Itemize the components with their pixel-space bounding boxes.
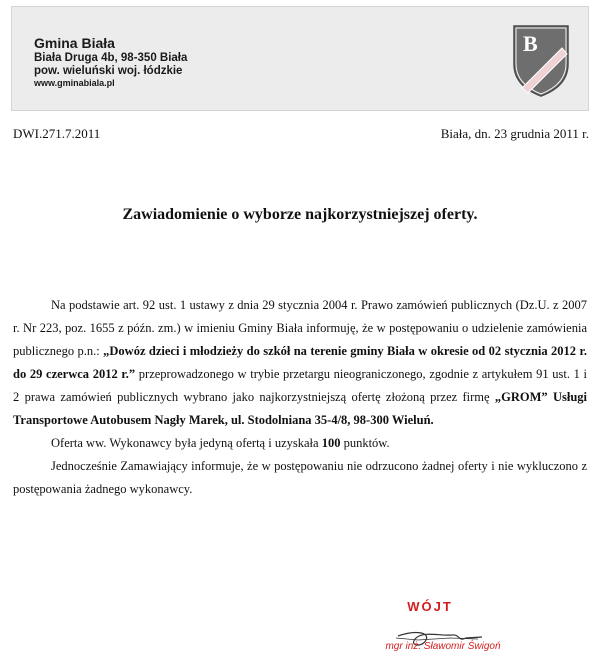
- p2-text-2: punktów.: [340, 436, 390, 450]
- letterhead-address: Biała Druga 4b, 98-350 Biała: [34, 52, 188, 64]
- p2-text-1: Oferta ww. Wykonawcy była jedyną ofertą i uzyskała: [51, 436, 322, 450]
- signature-title: WÓJT: [407, 599, 453, 614]
- p1-text-2: przeprowadzonego w trybie przetargu nieograniczonego, zgodnie z artykułem 91 ust. 1 i 2 prawa zamówień publicznych wybrano jako najkorzystniejszą ofertę złożoną przez firmę: [13, 367, 587, 404]
- signature-name: mgr inż. Sławomir Świgoń: [385, 641, 501, 652]
- paragraph-main: [13, 294, 587, 432]
- document-date: Biała, dn. 23 grudnia 2011 r.: [440, 126, 589, 141]
- shield-crest-icon: [512, 24, 570, 98]
- letterhead-district: pow. wieluński woj. łódzkie: [34, 65, 183, 77]
- crest-letter: B: [523, 31, 538, 56]
- p1-bold-company: „GROM” Usługi Transportowe Autobusem Nagły Marek, ul. Stodolniana 35-4/8, 98-300 Wieluń.: [13, 390, 587, 427]
- document-body: [13, 294, 587, 501]
- p1-text-1: Na podstawie art. 92 ust. 1 ustawy z dnia 29 stycznia 2004 r. Prawo zamówień publicznych (Dz.U. z 2007 r. Nr 223, poz. 1655 z późn. zm.) w imieniu Gminy Biała informuję, że w postępowaniu o udzielenie zamówienia publicznego p.n.:: [13, 298, 587, 358]
- p1-bold-title: „Dowóz dzieci i młodzieży do szkół na terenie gminy Biała w okresie od 02 stycznia 2012 r. do 29 czerwca 2012 r.”: [13, 344, 587, 381]
- document-heading: Zawiadomienie o wyborze najkorzystniejszej oferty.: [122, 206, 478, 223]
- letterhead-website: www.gminabiala.pl: [34, 78, 115, 88]
- document-reference: DWI.271.7.2011: [13, 126, 101, 141]
- letterhead-text: [34, 35, 187, 89]
- paragraph-offer: [13, 432, 587, 455]
- paragraph-notice: Jednocześnie Zamawiający informuje, że w postępowaniu nie odrzucono żadnej oferty i nie wykluczono z postępowania żadnego wykonawcy.: [13, 459, 587, 496]
- letterhead-title: Gmina Biała: [34, 35, 115, 51]
- letterhead: [11, 6, 589, 111]
- p2-bold-points: 100: [321, 436, 341, 450]
